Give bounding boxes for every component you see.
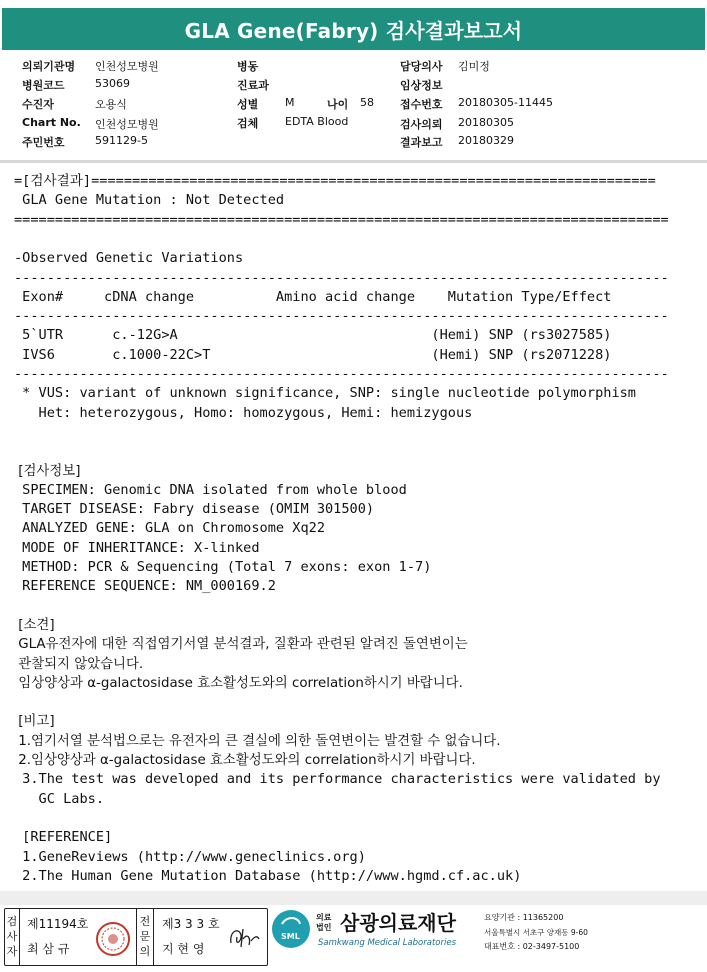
report-line: -------------------------------------------------------------------------------- (14, 308, 669, 325)
report-line: 2.The Human Gene Mutation Database (http://www.hgmd.cf.ac.uk) (14, 867, 522, 884)
label-request-date: 검사의뢰 (400, 118, 443, 131)
report-line: Het: heterozygous, Homo: homozygous, Hemi: hemizygous (14, 404, 473, 421)
label-patient: 수진자 (22, 98, 54, 111)
report-line: GLA Gene Mutation : Not Detected (14, 192, 285, 209)
label-doctor: 담당의사 (400, 60, 443, 73)
report-line: GC Labs. (14, 790, 105, 807)
inspector-name: 최 삼 규 (27, 942, 70, 956)
label-report-date: 결과보고 (400, 136, 443, 149)
report-line: Exon# cDNA change Amino acid change Mutation Type/Effect (14, 288, 612, 305)
label-department: 진료과 (237, 79, 269, 92)
inspector-seal-stamp (95, 921, 131, 957)
report-line: TARGET DISEASE: Fabry disease (OMIM 301500) (14, 501, 375, 518)
sml-logo-icon (272, 910, 310, 948)
report-line: 1.GeneReviews (http://www.geneclinics.org) (14, 848, 366, 865)
label-hospital-code: 병원코드 (22, 79, 65, 92)
inspector-license: 제11194호 (27, 917, 89, 931)
report-line: MODE OF INHERITANCE: X-linked (14, 539, 260, 556)
label-sex: 성별 (237, 98, 259, 111)
report-line: 임상양상과 α-galactosidase 효소활성도와의 correlation하시기 바랍니다. (14, 675, 463, 691)
report-line: ANALYZED GENE: GLA on Chromosome Xq22 (14, 520, 325, 537)
report-line: -------------------------------------------------------------------------------- (14, 269, 669, 286)
report-line: 2.임상양상과 α-galactosidase 효소활성도와의 correlation하시기 바랍니다. (14, 753, 476, 768)
report-line: IVS6 c.1000-22C>T (Hemi) SNP (rs2071228) (14, 346, 612, 363)
value-specimen: EDTA Blood (285, 115, 349, 128)
org-english-name: Samkwang Medical Laboratories (318, 938, 457, 948)
report-line: [비고] (14, 714, 55, 730)
title-bar (0, 0, 707, 56)
label-resident-no: 주민번호 (22, 136, 65, 149)
label-ward: 병동 (237, 60, 259, 73)
header-divider (0, 160, 707, 163)
report-line: 1.염기서열 분석법으로는 유전자의 큰 결실에 의한 돌연변이는 발견할 수 없습니다. (14, 733, 501, 749)
report-line: REFERENCE SEQUENCE: NM_000169.2 (14, 578, 276, 595)
label-age: 나이 (327, 98, 349, 111)
value-chart-no: 인천성모병원 (95, 118, 159, 131)
report-line: 관찰되지 않았습니다. (14, 656, 144, 672)
label-chart-no: Chart No. (22, 116, 81, 129)
report-header (0, 52, 707, 158)
value-report-date: 20180329 (458, 134, 514, 147)
report-line: -------------------------------------------------------------------------------- (14, 366, 669, 382)
label-requesting-org: 의뢰기관명 (22, 60, 76, 73)
org-name: 삼광의료재단 (340, 911, 456, 935)
report-line: [소견] (14, 617, 55, 633)
org-code: 요양기관 : 11365200 (484, 913, 564, 922)
org-address: 서울특별시 서초구 양재동 9-60 (484, 928, 588, 937)
report-line: 5`UTR c.-12G>A (Hemi) SNP (rs3027585) (14, 327, 612, 344)
value-doctor: 김미정 (458, 60, 490, 73)
report-line: 3.The test was developed and its performance characteristics were validated by (14, 771, 661, 788)
value-request-date: 20180305 (458, 116, 514, 129)
logo-text: SML (281, 932, 300, 941)
report-title: GLA Gene(Fabry) 검사결과보고서 (2, 8, 705, 50)
inspector-label: 검 사 자 (6, 915, 18, 958)
label-specimen: 검체 (237, 117, 259, 130)
specialist-license: 제3 3 3 호 (162, 917, 220, 931)
org-prefix: 의료법인 (316, 913, 332, 932)
specialist-signature (227, 923, 261, 951)
value-age: 58 (360, 96, 374, 109)
label-clinical-info: 임상정보 (400, 79, 443, 92)
report-line: METHOD: PCR & Sequencing (Total 7 exons: exon 1-7) (14, 559, 432, 575)
org-phone: 대표번호 : 02-3497-5100 (484, 942, 580, 951)
report-line: [검사정보] (14, 463, 81, 479)
value-resident-no: 591129-5 (95, 134, 148, 147)
report-line: =[검사결과]===================================================================== (14, 173, 656, 189)
value-requesting-org: 인천성모병원 (95, 60, 159, 73)
report-line: GLA유전자에 대한 직접염기서열 분석결과, 질환과 관련된 알려진 돌연변이는 (14, 637, 468, 653)
specialist-label: 전 문 의 (139, 915, 151, 958)
value-accession-no: 20180305-11445 (458, 96, 553, 109)
footer-divider (0, 891, 707, 905)
value-sex: M (285, 96, 295, 109)
report-line: SPECIMEN: Genomic DNA isolated from whole blood (14, 481, 407, 498)
signature-box (4, 908, 268, 966)
report-line: ================================================================================ (14, 211, 669, 228)
label-accession-no: 접수번호 (400, 98, 443, 111)
report-footer (0, 905, 707, 972)
specialist-name: 지 현 영 (162, 942, 205, 956)
value-hospital-code: 53069 (95, 77, 130, 90)
report-line: * VUS: variant of unknown significance, SNP: single nucleotide polymorphism (14, 385, 636, 402)
report-line: -Observed Genetic Variations (14, 250, 244, 267)
value-patient: 오용식 (95, 98, 127, 111)
report-line: [REFERENCE] (14, 829, 113, 846)
